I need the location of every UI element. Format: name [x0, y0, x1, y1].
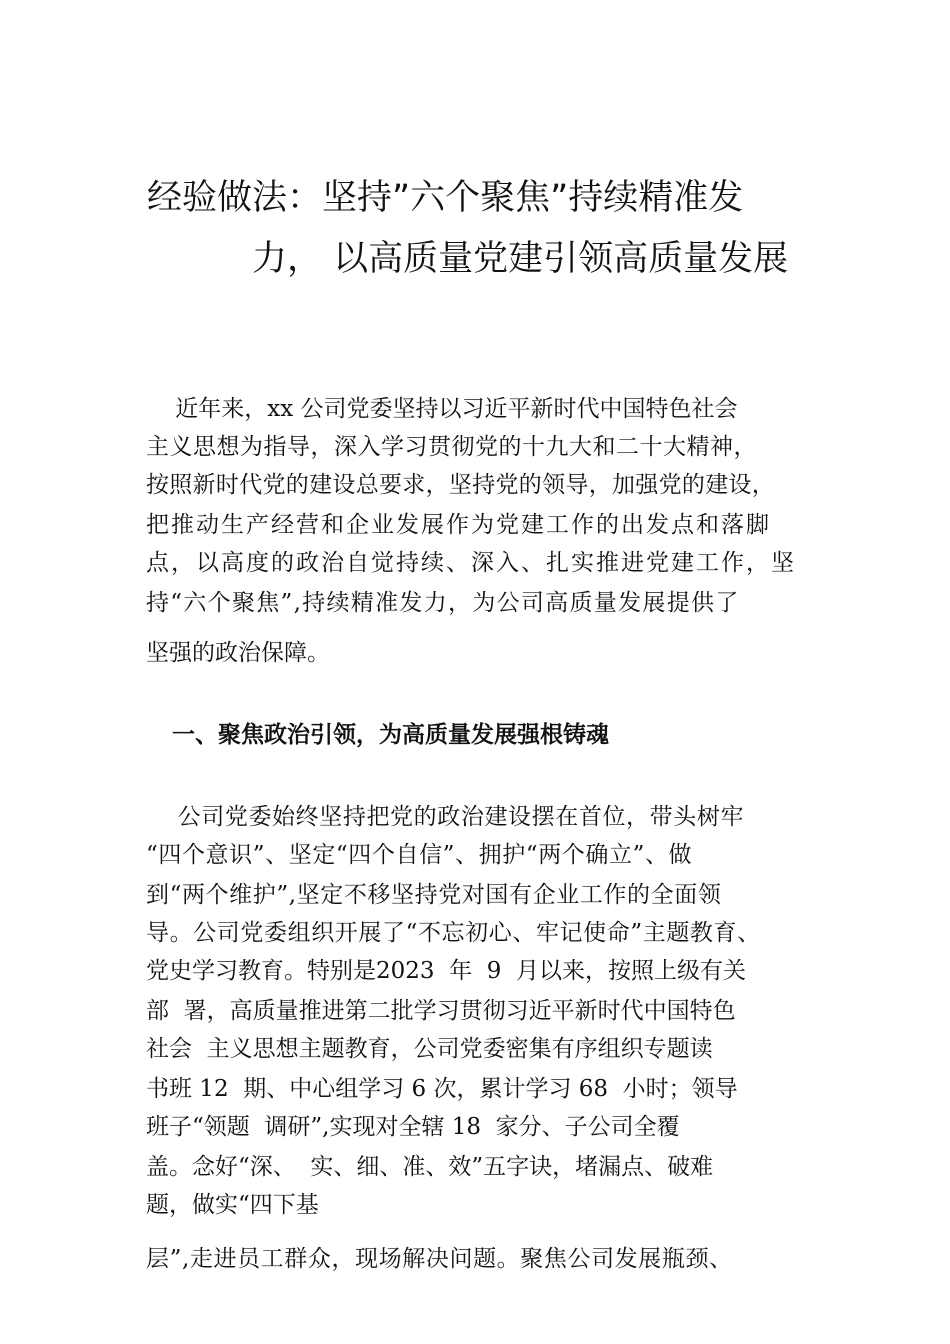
document-title-line-2: 力， 以高质量党建引领高质量发展 [252, 239, 789, 279]
section-1-line-6: 部 署，高质量推进第二批学习贯彻习近平新时代中国特色 [146, 998, 736, 1024]
section-1-line-3: 到“两个维护”,坚定不移坚持党对国有企业工作的全面领 [146, 882, 722, 908]
section-1-line-8: 书班 12 期、中心组学习 6 次，累计学习 68 小时；领导 [146, 1076, 738, 1102]
intro-line-4: 把推动生产经营和企业发展作为党建工作的出发点和落脚 [146, 512, 771, 538]
intro-line-5: 点，以高度的政治自觉持续、深入、扎实推进党建工作，坚 [146, 550, 796, 576]
intro-line-7: 坚强的政治保障。 [146, 640, 330, 666]
intro-line-3: 按照新时代党的建设总要求，坚持党的领导，加强党的建设， [146, 472, 776, 498]
intro-line-1: 近年来，xx 公司党委坚持以习近平新时代中国特色社会 [146, 396, 738, 422]
section-1-line-2: “四个意识”、坚定“四个自信”、拥护“两个确立”、做 [146, 842, 693, 868]
intro-line-2: 主义思想为指导，深入学习贯彻党的十九大和二十大精神， [146, 434, 757, 460]
section-1-line-7: 社会 主义思想主题教育，公司党委密集有序组织专题读 [146, 1036, 713, 1062]
section-heading-1: 一、聚焦政治引领，为高质量发展强根铸魂 [172, 722, 609, 748]
section-1-line-9: 班子“领题 调研”,实现对全辖 18 家分、子公司全覆 [146, 1114, 680, 1140]
document-title-line-1: 经验做法：坚持”六个聚焦”持续精准发 [147, 178, 744, 218]
section-1-line-12: 层”,走进员工群众，现场解决问题。聚焦公司发展瓶颈、 [146, 1246, 733, 1272]
section-1-line-10: 盖。念好“深、 实、细、准、效”五字诀，堵漏点、破难 [146, 1154, 714, 1180]
section-1-line-4: 导。公司党委组织开展了“不忘初心、牢记使命”主题教育、 [146, 920, 761, 946]
section-1-line-5: 党史学习教育。特别是2023 年 9 月以来，按照上级有关 [146, 958, 747, 984]
intro-line-6: 持“六个聚焦”,持续精准发力，为公司高质量发展提供了 [146, 590, 740, 616]
section-1-line-11: 题，做实“四下基 [146, 1192, 319, 1218]
section-1-line-1: 公司党委始终坚持把党的政治建设摆在首位，带头树牢 [146, 804, 745, 830]
